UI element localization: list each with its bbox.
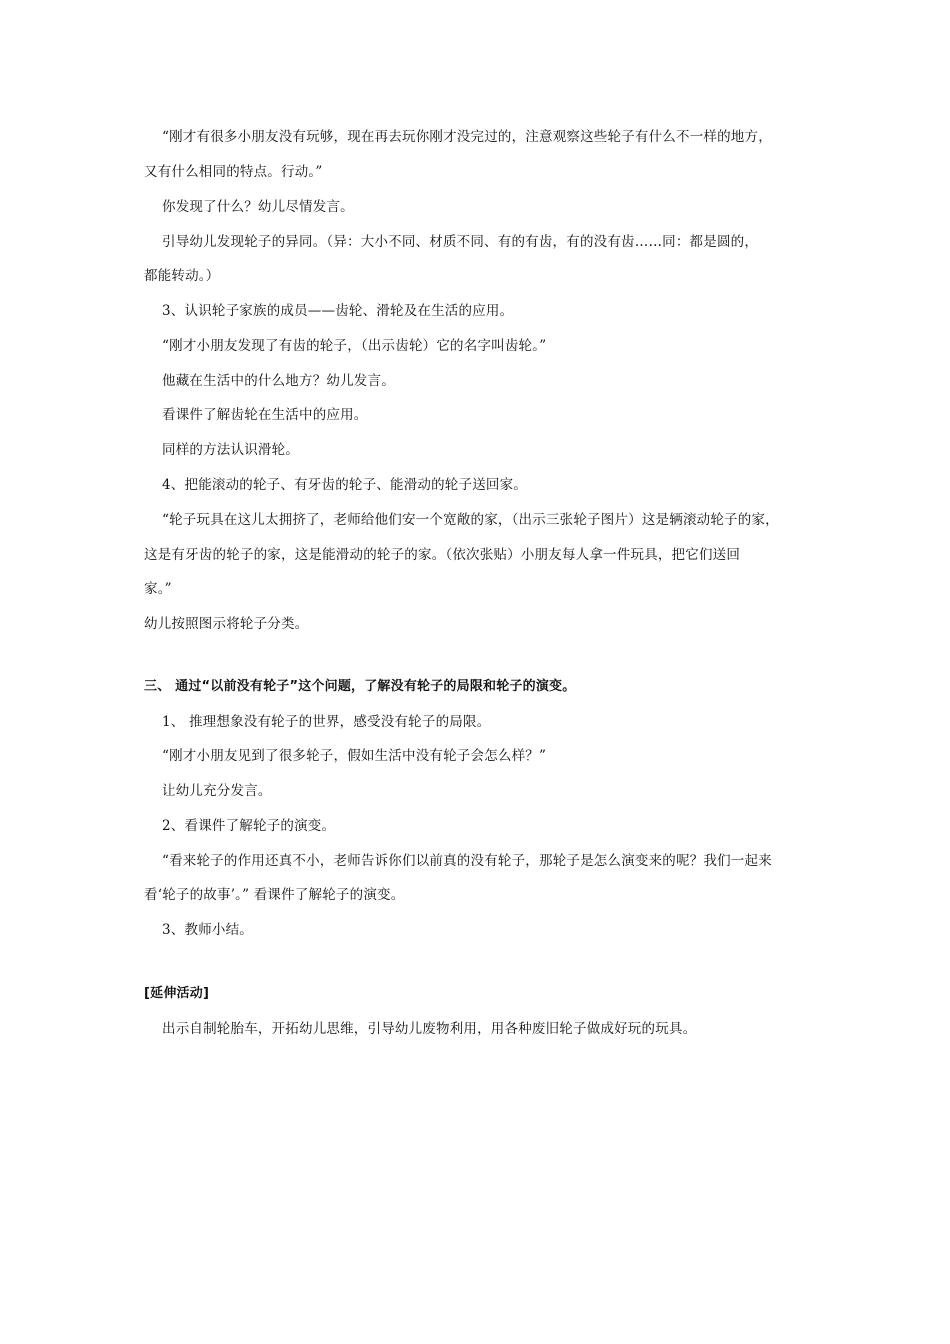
step-3-heading: 3、认识轮子家族的成员——齿轮、滑轮及在生活的应用。 xyxy=(162,303,514,319)
step-4-quote-line3: 家。” xyxy=(144,581,172,597)
step-4-quote-line1: “轮子玩具在这儿太拥挤了，老师给他们安一个宽敞的家，（出示三张轮子图片）这是辆滚动轮子的家， xyxy=(162,512,779,528)
section-3-step-1: 1、 推理想象没有轮子的世界，感受没有轮子的局限。 xyxy=(162,714,491,730)
section-3-step-2: 2、看课件了解轮子的演变。 xyxy=(162,818,336,834)
section-3-step-2-quote-line2: 看‘轮子的故事’。” 看课件了解轮子的演变。 xyxy=(144,887,405,903)
section-3-step-2-quote-line1: “看来轮子的作用还真不小，老师告诉你们以前真的没有轮子，那轮子是怎么演变来的呢？我们一起来 xyxy=(162,853,772,869)
step-4-quote-line2: 这是有牙齿的轮子的家，这是能滑动的轮子的家。（依次张贴）小朋友每人拿一件玩具，把它们送回 xyxy=(144,547,741,563)
extension-text: 出示自制轮胎车，开拓幼儿思维，引导幼儿废物利用，用各种废旧轮子做成好玩的玩具。 xyxy=(162,1021,697,1037)
step-3-quote: “刚才小朋友发现了有齿的轮子，（出示齿轮）它的名字叫齿轮。” xyxy=(162,338,547,354)
paragraph-differences-line2: 都能转动。） xyxy=(144,268,220,284)
section-3-step-3: 3、教师小结。 xyxy=(162,922,253,938)
paragraph-differences-line1: 引导幼儿发现轮子的异同。（异：大小不同、材质不同、有的有齿，有的没有齿……同：都是圆的， xyxy=(162,234,759,250)
paragraph-observe-line2: 又有什么相同的特点。行动。” xyxy=(144,164,323,180)
section-3-step-1-speak: 让幼儿充分发言。 xyxy=(162,783,272,799)
step-3-courseware: 看课件了解齿轮在生活中的应用。 xyxy=(162,407,368,423)
step-3-question: 他藏在生活中的什么地方？幼儿发言。 xyxy=(162,373,395,389)
step-3-pulley: 同样的方法认识滑轮。 xyxy=(162,442,299,458)
section-3-step-1-quote: “刚才小朋友见到了很多轮子，假如生活中没有轮子会怎么样？” xyxy=(162,748,547,764)
paragraph-discover: 你发现了什么？幼儿尽情发言。 xyxy=(162,199,354,215)
extension-title: [延伸活动] xyxy=(144,986,210,1001)
step-4-heading: 4、把能滚动的轮子、有牙齿的轮子、能滑动的轮子送回家。 xyxy=(162,477,527,493)
paragraph-observe-line1: “刚才有很多小朋友没有玩够，现在再去玩你刚才没完过的，注意观察这些轮子有什么不一样的地方， xyxy=(162,129,772,145)
step-4-classify: 幼儿按照图示将轮子分类。 xyxy=(144,616,309,632)
section-3-title: 三、 通过“以前没有轮子”这个问题，了解没有轮子的局限和轮子的演变。 xyxy=(144,679,576,694)
